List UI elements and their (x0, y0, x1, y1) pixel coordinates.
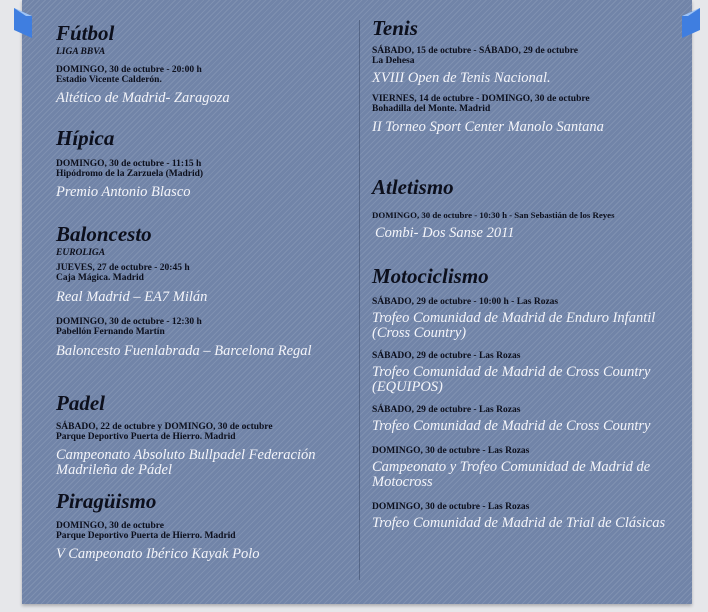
event-details: DOMINGO, 30 de octubre - 11:15 h Hipódromo de la Zarzuela (Madrid) (56, 159, 204, 179)
section-tenis (372, 17, 692, 135)
event-details: SÁBADO, 29 de octubre - 10:00 h - Las Rozas (372, 297, 559, 307)
event-details: SÁBADO, 22 de octubre y DOMINGO, 30 de octubre Parque Deportivo Puerta de Hierro. Madrid (56, 422, 273, 442)
section-title: Hípica (56, 126, 115, 150)
section-motociclismo (372, 265, 692, 531)
event-name[interactable]: Trofeo Comunidad de Madrid de Cross Country (EQUIPOS) (372, 364, 651, 395)
column-divider (359, 20, 360, 580)
event-details: DOMINGO, 30 de octubre - 10:30 h - San Sebastián de los Reyes (372, 210, 615, 220)
event-name[interactable]: Trofeo Comunidad de Madrid de Trial de Clásicas (372, 515, 666, 531)
section-padel (56, 392, 354, 478)
event-name[interactable]: II Torneo Sport Center Manolo Santana (372, 119, 604, 135)
section-piraguismo (56, 490, 354, 562)
section-title: Atletismo (372, 175, 454, 199)
section-title: Tenis (372, 16, 418, 40)
event-name[interactable]: Altético de Madrid- Zaragoza (56, 90, 230, 106)
event-name[interactable]: Baloncesto Fuenlabrada – Barcelona Regal (56, 343, 312, 359)
event-details: SÁBADO, 29 de octubre - Las Rozas (372, 405, 521, 415)
event-name[interactable]: Real Madrid – EA7 Milán (56, 289, 208, 305)
event-name[interactable]: Combi- Dos Sanse 2011 (375, 225, 515, 241)
event-name[interactable]: Trofeo Comunidad de Madrid de Enduro Infantil (Cross Country) (372, 310, 656, 341)
section-title: Motociclismo (372, 264, 489, 288)
section-futbol (56, 22, 354, 106)
event-details: SÁBADO, 29 de octubre - Las Rozas (372, 351, 521, 361)
event-name[interactable]: Trofeo Comunidad de Madrid de Cross Country (372, 418, 651, 434)
section-title: Baloncesto (56, 222, 152, 246)
left-corner-ribbon-icon (14, 8, 32, 38)
section-title: Padel (56, 391, 105, 415)
section-title: Fútbol (56, 21, 115, 45)
league-label: EUROLIGA (56, 248, 106, 258)
event-details: DOMINGO, 30 de octubre - 20:00 h Estadio Vicente Calderón. (56, 65, 202, 85)
event-details: JUEVES, 27 de octubre - 20:45 h Caja Mágica. Madrid (56, 263, 190, 283)
event-details: VIERNES, 14 de octubre - DOMINGO, 30 de octubre Bohadilla del Monte. Madrid (372, 94, 590, 114)
event-name[interactable]: V Campeonato Ibérico Kayak Polo (56, 546, 260, 562)
event-details: DOMINGO, 30 de octubre - Las Rozas (372, 446, 530, 456)
event-details: DOMINGO, 30 de octubre - Las Rozas (372, 502, 530, 512)
event-name[interactable]: XVIII Open de Tenis Nacional. (372, 70, 551, 86)
event-details: DOMINGO, 30 de octubre - 12:30 h Pabellón Fernando Martín (56, 317, 202, 337)
event-name[interactable]: Campeonato Absoluto Bullpadel Federación Madrileña de Pádel (56, 447, 316, 478)
section-atletismo (372, 176, 692, 241)
league-label: LIGA BBVA (56, 47, 106, 57)
event-details: SÁBADO, 15 de octubre - SÁBADO, 29 de octubre La Dehesa (372, 46, 579, 66)
section-baloncesto (56, 223, 354, 359)
section-title: Piragüismo (56, 489, 157, 513)
event-name[interactable]: Premio Antonio Blasco (56, 184, 191, 200)
event-name[interactable]: Campeonato y Trofeo Comunidad de Madrid de Motocross (372, 459, 651, 490)
section-hipica (56, 127, 354, 200)
event-details: DOMINGO, 30 de octubre Parque Deportivo Puerta de Hierro. Madrid (56, 521, 236, 541)
